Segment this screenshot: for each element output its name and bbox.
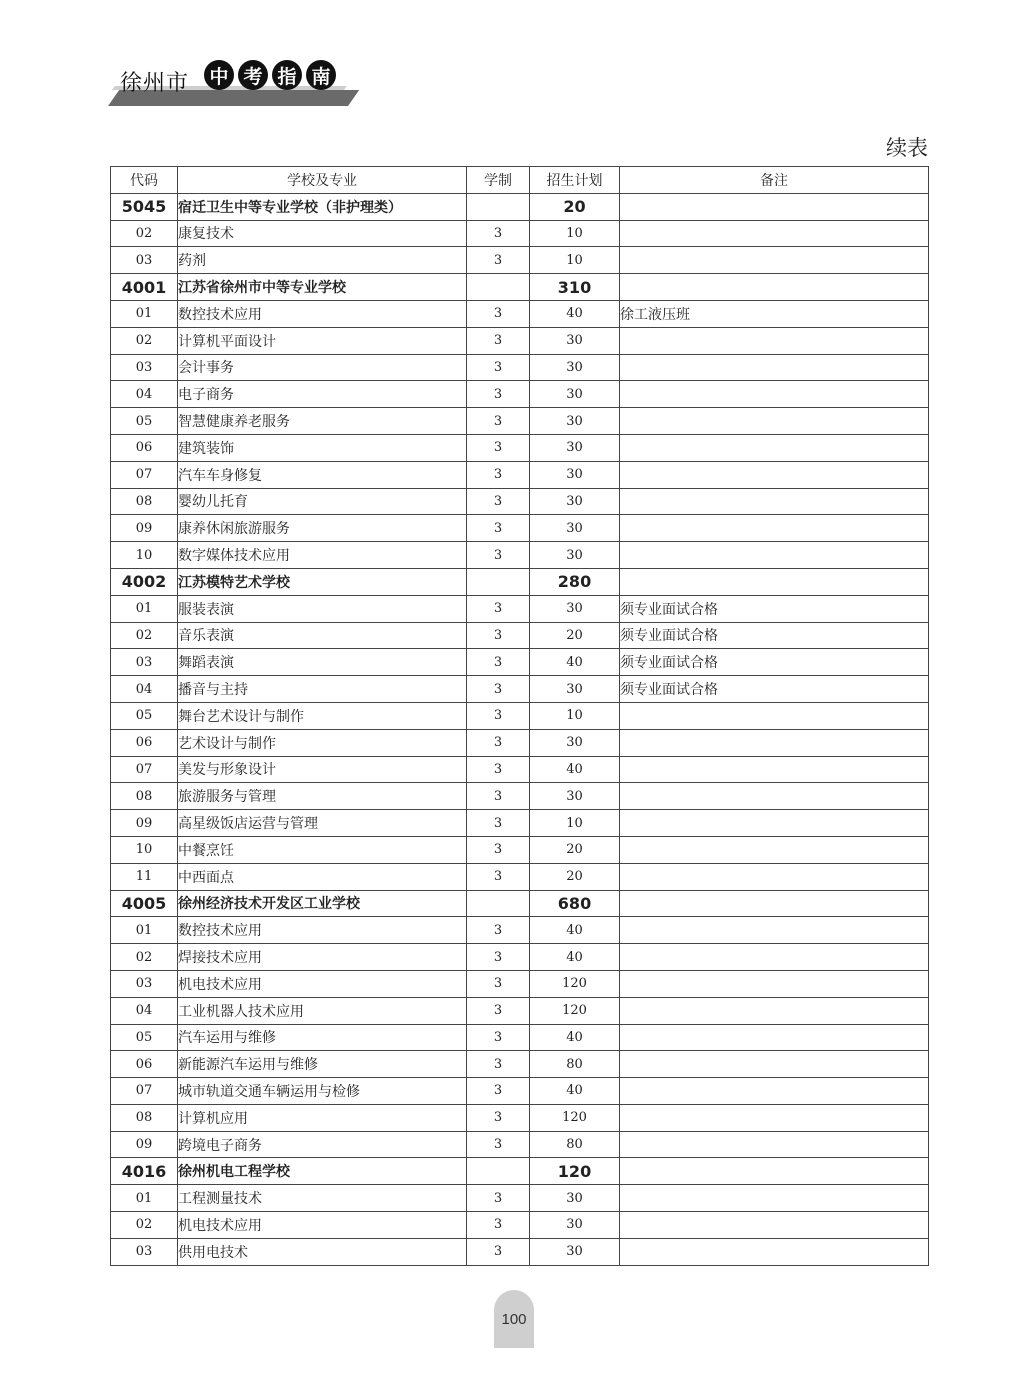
logo-char: 南 (306, 60, 336, 90)
cell-name: 音乐表演 (178, 622, 467, 649)
cell-code: 08 (111, 1104, 178, 1131)
cell-years: 3 (467, 1212, 530, 1239)
cell-plan: 30 (530, 515, 620, 542)
cell-code: 04 (111, 381, 178, 408)
major-row (111, 649, 929, 676)
cell-name: 机电技术应用 (178, 1212, 467, 1239)
cell-name: 高星级饭店运营与管理 (178, 810, 467, 837)
cell-note (620, 1212, 929, 1239)
cell-name: 美发与形象设计 (178, 756, 467, 783)
cell-plan: 40 (530, 300, 620, 327)
column-header-years: 学制 (467, 167, 530, 194)
cell-plan: 40 (530, 1024, 620, 1051)
cell-years: 3 (467, 729, 530, 756)
cell-years: 3 (467, 220, 530, 247)
guide-logo (108, 56, 358, 112)
major-row (111, 1212, 929, 1239)
cell-years: 3 (467, 810, 530, 837)
cell-name: 工业机器人技术应用 (178, 997, 467, 1024)
cell-code: 09 (111, 1131, 178, 1158)
cell-plan: 120 (530, 1104, 620, 1131)
major-row (111, 542, 929, 569)
cell-years: 3 (467, 488, 530, 515)
cell-note (620, 836, 929, 863)
major-row (111, 595, 929, 622)
cell-years: 3 (467, 863, 530, 890)
cell-plan: 80 (530, 1131, 620, 1158)
cell-years: 3 (467, 1238, 530, 1265)
cell-plan: 30 (530, 434, 620, 461)
school-row (111, 274, 929, 301)
cell-code: 05 (111, 408, 178, 435)
logo-char: 中 (204, 60, 234, 90)
cell-note (620, 863, 929, 890)
cell-name: 智慧健康养老服务 (178, 408, 467, 435)
cell-code: 10 (111, 836, 178, 863)
cell-note (620, 729, 929, 756)
major-row (111, 729, 929, 756)
logo-city: 徐州市 (120, 71, 190, 96)
cell-note (620, 220, 929, 247)
column-header-code: 代码 (111, 167, 178, 194)
cell-note (620, 434, 929, 461)
cell-note (620, 1185, 929, 1212)
cell-plan: 40 (530, 944, 620, 971)
cell-note (620, 1104, 929, 1131)
cell-code: 02 (111, 220, 178, 247)
cell-name: 数字媒体技术应用 (178, 542, 467, 569)
cell-name: 工程测量技术 (178, 1185, 467, 1212)
major-row (111, 997, 929, 1024)
cell-plan: 80 (530, 1051, 620, 1078)
cell-code: 09 (111, 515, 178, 542)
cell-years: 3 (467, 542, 530, 569)
cell-name: 艺术设计与制作 (178, 729, 467, 756)
major-row (111, 836, 929, 863)
cell-years: 3 (467, 381, 530, 408)
cell-code: 4002 (111, 568, 178, 595)
cell-plan: 40 (530, 917, 620, 944)
cell-years: 3 (467, 944, 530, 971)
column-header-plan: 招生计划 (530, 167, 620, 194)
cell-code: 03 (111, 247, 178, 274)
major-row (111, 408, 929, 435)
cell-name: 宿迁卫生中等专业学校（非护理类） (178, 193, 467, 220)
cell-note (620, 408, 929, 435)
cell-plan: 30 (530, 381, 620, 408)
cell-years: 3 (467, 970, 530, 997)
cell-note (620, 568, 929, 595)
cell-code: 10 (111, 542, 178, 569)
logo-title (204, 60, 336, 90)
cell-note (620, 702, 929, 729)
cell-plan: 40 (530, 649, 620, 676)
cell-plan: 30 (530, 1185, 620, 1212)
major-row (111, 1051, 929, 1078)
cell-note: 须专业面试合格 (620, 676, 929, 703)
cell-code: 03 (111, 354, 178, 381)
cell-plan: 10 (530, 702, 620, 729)
school-row (111, 1158, 929, 1185)
cell-plan: 120 (530, 970, 620, 997)
table-header-row (111, 167, 929, 194)
cell-plan: 30 (530, 327, 620, 354)
cell-code: 06 (111, 434, 178, 461)
cell-code: 02 (111, 622, 178, 649)
cell-plan: 30 (530, 676, 620, 703)
cell-years (467, 274, 530, 301)
cell-name: 舞台艺术设计与制作 (178, 702, 467, 729)
cell-code: 11 (111, 863, 178, 890)
cell-code: 01 (111, 1185, 178, 1212)
cell-note (620, 488, 929, 515)
major-row (111, 1078, 929, 1105)
cell-name: 跨境电子商务 (178, 1131, 467, 1158)
cell-note (620, 1238, 929, 1265)
major-row (111, 434, 929, 461)
cell-years: 3 (467, 1051, 530, 1078)
cell-note (620, 1158, 929, 1185)
cell-name: 药剂 (178, 247, 467, 274)
major-row (111, 327, 929, 354)
major-row (111, 247, 929, 274)
cell-plan: 30 (530, 729, 620, 756)
cell-code: 06 (111, 729, 178, 756)
cell-years: 3 (467, 997, 530, 1024)
school-row (111, 193, 929, 220)
cell-name: 城市轨道交通车辆运用与检修 (178, 1078, 467, 1105)
cell-note: 徐工液压班 (620, 300, 929, 327)
cell-years: 3 (467, 408, 530, 435)
cell-years: 3 (467, 1078, 530, 1105)
cell-note (620, 1051, 929, 1078)
cell-name: 江苏省徐州市中等专业学校 (178, 274, 467, 301)
major-row (111, 220, 929, 247)
cell-note (620, 461, 929, 488)
cell-code: 5045 (111, 193, 178, 220)
cell-code: 02 (111, 1212, 178, 1239)
cell-name: 计算机平面设计 (178, 327, 467, 354)
cell-note (620, 944, 929, 971)
cell-years: 3 (467, 676, 530, 703)
cell-name: 徐州经济技术开发区工业学校 (178, 890, 467, 917)
cell-name: 播音与主持 (178, 676, 467, 703)
major-row (111, 1104, 929, 1131)
cell-code: 07 (111, 461, 178, 488)
cell-years: 3 (467, 515, 530, 542)
cell-note (620, 917, 929, 944)
cell-code: 02 (111, 327, 178, 354)
cell-note (620, 890, 929, 917)
cell-plan: 310 (530, 274, 620, 301)
cell-years: 3 (467, 461, 530, 488)
cell-years: 3 (467, 247, 530, 274)
cell-code: 08 (111, 488, 178, 515)
cell-plan: 120 (530, 997, 620, 1024)
cell-plan: 30 (530, 408, 620, 435)
cell-years: 3 (467, 1104, 530, 1131)
cell-code: 09 (111, 810, 178, 837)
enrollment-table (110, 166, 929, 1266)
cell-note (620, 354, 929, 381)
cell-code: 4005 (111, 890, 178, 917)
major-row (111, 863, 929, 890)
cell-name: 数控技术应用 (178, 917, 467, 944)
cell-years: 3 (467, 702, 530, 729)
cell-years: 3 (467, 1131, 530, 1158)
cell-plan: 10 (530, 247, 620, 274)
cell-code: 01 (111, 300, 178, 327)
cell-plan: 10 (530, 810, 620, 837)
cell-plan: 30 (530, 542, 620, 569)
cell-note (620, 327, 929, 354)
cell-note (620, 1024, 929, 1051)
cell-name: 计算机应用 (178, 1104, 467, 1131)
cell-plan: 120 (530, 1158, 620, 1185)
cell-name: 康养休闲旅游服务 (178, 515, 467, 542)
cell-years: 3 (467, 354, 530, 381)
cell-name: 中餐烹饪 (178, 836, 467, 863)
cell-note (620, 193, 929, 220)
major-row (111, 300, 929, 327)
cell-name: 舞蹈表演 (178, 649, 467, 676)
cell-note (620, 997, 929, 1024)
cell-plan: 30 (530, 1238, 620, 1265)
school-row (111, 568, 929, 595)
cell-name: 服装表演 (178, 595, 467, 622)
cell-years: 3 (467, 1024, 530, 1051)
cell-years: 3 (467, 836, 530, 863)
major-row (111, 1238, 929, 1265)
cell-plan: 40 (530, 1078, 620, 1105)
column-header-school-major: 学校及专业 (178, 167, 467, 194)
cell-name: 会计事务 (178, 354, 467, 381)
cell-name: 机电技术应用 (178, 970, 467, 997)
cell-plan: 30 (530, 595, 620, 622)
cell-plan: 30 (530, 461, 620, 488)
cell-name: 旅游服务与管理 (178, 783, 467, 810)
cell-plan: 30 (530, 488, 620, 515)
cell-years: 3 (467, 622, 530, 649)
continued-label: 续表 (886, 136, 928, 160)
major-row (111, 1024, 929, 1051)
major-row (111, 622, 929, 649)
major-row (111, 702, 929, 729)
cell-years: 3 (467, 327, 530, 354)
cell-code: 07 (111, 756, 178, 783)
cell-name: 中西面点 (178, 863, 467, 890)
major-row (111, 917, 929, 944)
cell-note: 须专业面试合格 (620, 622, 929, 649)
cell-years: 3 (467, 917, 530, 944)
cell-name: 电子商务 (178, 381, 467, 408)
cell-code: 03 (111, 649, 178, 676)
cell-code: 01 (111, 917, 178, 944)
cell-code: 04 (111, 676, 178, 703)
major-row (111, 354, 929, 381)
cell-code: 03 (111, 970, 178, 997)
cell-plan: 20 (530, 863, 620, 890)
cell-years: 3 (467, 434, 530, 461)
cell-name: 婴幼儿托育 (178, 488, 467, 515)
cell-code: 06 (111, 1051, 178, 1078)
cell-plan: 20 (530, 836, 620, 863)
cell-plan: 40 (530, 756, 620, 783)
major-row (111, 381, 929, 408)
cell-code: 05 (111, 702, 178, 729)
cell-code: 01 (111, 595, 178, 622)
cell-note (620, 1078, 929, 1105)
cell-name: 康复技术 (178, 220, 467, 247)
cell-note (620, 756, 929, 783)
logo-char: 考 (238, 60, 268, 90)
major-row (111, 488, 929, 515)
cell-plan: 30 (530, 1212, 620, 1239)
major-row (111, 676, 929, 703)
cell-code: 4001 (111, 274, 178, 301)
major-row (111, 515, 929, 542)
cell-years: 3 (467, 756, 530, 783)
cell-name: 汽车车身修复 (178, 461, 467, 488)
cell-name: 焊接技术应用 (178, 944, 467, 971)
table-body (111, 193, 929, 1265)
cell-note (620, 1131, 929, 1158)
cell-years (467, 193, 530, 220)
cell-note (620, 810, 929, 837)
major-row (111, 461, 929, 488)
cell-name: 数控技术应用 (178, 300, 467, 327)
major-row (111, 970, 929, 997)
cell-note (620, 274, 929, 301)
cell-note (620, 515, 929, 542)
cell-code: 03 (111, 1238, 178, 1265)
cell-name: 徐州机电工程学校 (178, 1158, 467, 1185)
cell-note (620, 542, 929, 569)
cell-years: 3 (467, 300, 530, 327)
cell-name: 新能源汽车运用与维修 (178, 1051, 467, 1078)
major-row (111, 1185, 929, 1212)
cell-years (467, 568, 530, 595)
cell-code: 05 (111, 1024, 178, 1051)
cell-note: 须专业面试合格 (620, 649, 929, 676)
cell-note (620, 381, 929, 408)
cell-years (467, 1158, 530, 1185)
cell-plan: 30 (530, 783, 620, 810)
major-row (111, 783, 929, 810)
cell-name: 江苏模特艺术学校 (178, 568, 467, 595)
cell-note (620, 783, 929, 810)
page-number: 100 (501, 1311, 527, 1328)
logo-char: 指 (272, 60, 302, 90)
cell-name: 汽车运用与维修 (178, 1024, 467, 1051)
major-row (111, 1131, 929, 1158)
cell-code: 02 (111, 944, 178, 971)
cell-name: 供用电技术 (178, 1238, 467, 1265)
cell-name: 建筑装饰 (178, 434, 467, 461)
major-row (111, 944, 929, 971)
cell-note: 须专业面试合格 (620, 595, 929, 622)
cell-code: 04 (111, 997, 178, 1024)
cell-plan: 680 (530, 890, 620, 917)
cell-years: 3 (467, 783, 530, 810)
cell-plan: 20 (530, 193, 620, 220)
cell-plan: 20 (530, 622, 620, 649)
cell-plan: 30 (530, 354, 620, 381)
cell-years: 3 (467, 595, 530, 622)
cell-years (467, 890, 530, 917)
cell-years: 3 (467, 649, 530, 676)
cell-code: 08 (111, 783, 178, 810)
cell-plan: 280 (530, 568, 620, 595)
cell-note (620, 970, 929, 997)
cell-code: 07 (111, 1078, 178, 1105)
major-row (111, 810, 929, 837)
school-row (111, 890, 929, 917)
column-header-note: 备注 (620, 167, 929, 194)
cell-note (620, 247, 929, 274)
cell-plan: 10 (530, 220, 620, 247)
cell-years: 3 (467, 1185, 530, 1212)
major-row (111, 756, 929, 783)
cell-code: 4016 (111, 1158, 178, 1185)
